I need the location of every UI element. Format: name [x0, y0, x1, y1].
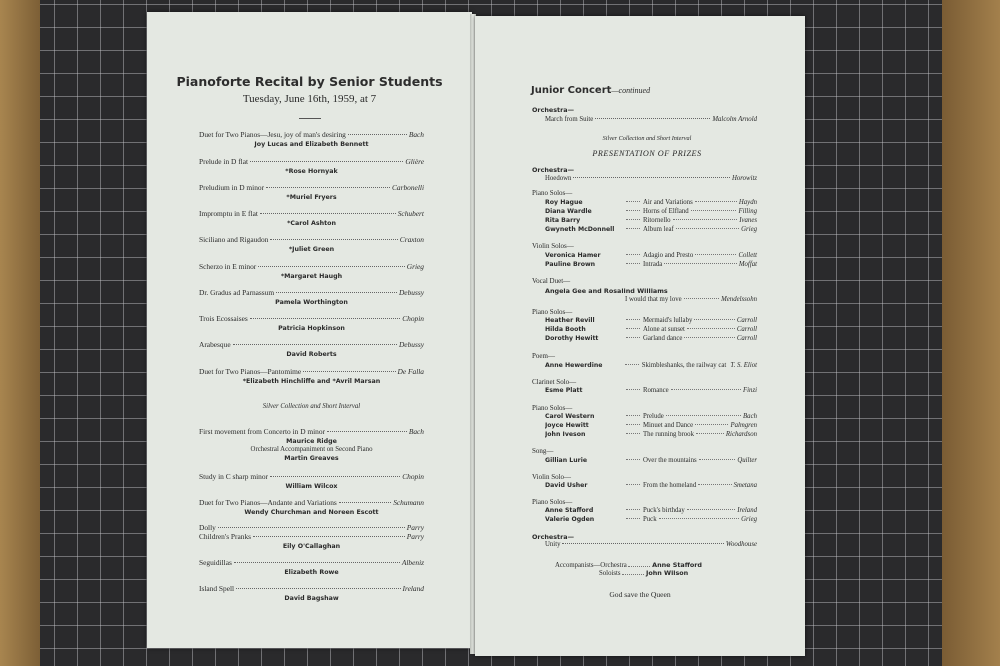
list-item: David Usher From the homeland Smetana [545, 482, 757, 489]
programme-item: Seguidillas Albeniz [199, 558, 424, 567]
list-item: I would that my love Mendelssohn [625, 296, 757, 303]
list-item: Carol Western Prelude Bach [545, 413, 757, 420]
section-heading: Piano Solos— [532, 189, 573, 197]
programme-item: Children's Pranks Parry [199, 532, 424, 541]
section-heading: Vocal Duet— [532, 277, 571, 285]
right-programme-page [475, 16, 805, 656]
section-heading: Piano Solos— [532, 498, 573, 506]
performers: David Bagshaw [284, 595, 339, 602]
section-heading: Violin Solo— [532, 473, 572, 481]
recital-date: Tuesday, June 16th, 1959, at 7 [242, 93, 377, 105]
section-heading: Song— [532, 447, 554, 455]
list-item: Heather Revill Mermaid's lullaby Carroll [545, 317, 757, 324]
programme-item: Duet for Two Pianos—Andante and Variations Schumann [199, 498, 424, 507]
performers: *Carol Ashton [287, 220, 336, 227]
section-heading: Piano Solos— [532, 308, 573, 316]
list-item: Roy Hague Air and Variations Haydn [545, 199, 757, 206]
performers: David Roberts [286, 351, 337, 358]
list-item: Joyce Hewitt Minuet and Dance Palmgren [545, 422, 757, 429]
list-item: John Iveson The running brook Richardson [545, 431, 757, 438]
list-item: Diana Wardle Horns of Elfland Filling [545, 208, 757, 215]
programme-item: March from Suite Malcolm Arnold [545, 116, 757, 123]
performers: Patricia Hopkinson [278, 325, 345, 332]
list-item: Rita Barry Ritornello Ivanes [545, 217, 757, 224]
programme-item: Unity Woodhouse [545, 541, 757, 548]
accompanists-label: Accompanists—Orchestra Anne Stafford [555, 561, 703, 569]
list-item: Pauline Brown Intrada Moffat [545, 261, 757, 268]
list-item: Esme Platt Romance Finzi [545, 387, 757, 394]
performers: Joy Lucas and Elizabeth Bennett [254, 141, 369, 148]
section-heading: Piano Solos— [532, 404, 573, 412]
programme-item: Hoedown Horowitz [545, 175, 757, 182]
list-item: Gwyneth McDonnell Album leaf Grieg [545, 226, 757, 233]
performers: *Rose Hornyak [285, 168, 338, 175]
programme-item: Trois Ecossaises Chopin [199, 314, 424, 323]
closing-anthem: God save the Queen [609, 590, 671, 599]
performers: Martin Greaves [284, 455, 339, 462]
performers: William Wilcox [285, 483, 338, 490]
programme-item: Scherzo in E minor Grieg [199, 262, 424, 271]
performers: *Margaret Haugh [280, 273, 343, 280]
performers: Maurice Ridge [286, 438, 337, 445]
wooden-table-right [942, 0, 1000, 666]
left-programme-page [147, 12, 472, 648]
interval-note: Silver Collection and Short Interval [262, 403, 361, 410]
performers: *Juliet Green [288, 246, 335, 253]
interval-note: Silver Collection and Short Interval [602, 135, 692, 142]
list-item: Anne Stafford Puck's birthday Ireland [545, 507, 757, 514]
list-item: Valerie Ogden Puck Grieg [545, 516, 757, 523]
prizes-heading: PRESENTATION OF PRIZES [592, 149, 702, 158]
programme-item: Prelude in D flat Glière [199, 157, 424, 166]
performers: Angela Gee and Rosalind Williams [545, 287, 668, 295]
programme-item: Duet for Two Pianos—Jesu, joy of man's desiring Bach [199, 130, 424, 139]
programme-item: Arabesque Debussy [199, 340, 424, 349]
section-heading: Orchestra— [532, 106, 574, 114]
section-heading: Poem— [532, 352, 555, 360]
performers: Wendy Churchman and Noreen Escott [244, 509, 379, 516]
list-item: Gillian Lurie Over the mountains Quilter [545, 457, 757, 464]
programme-item: First movement from Concerto in D minor Bach [199, 427, 424, 436]
junior-concert-title: Junior Concert—continued [531, 85, 651, 96]
programme-item: Island Spell Ireland [199, 584, 424, 593]
soloists-label: Soloists John Wilson [599, 569, 689, 577]
programme-item: Duet for Two Pianos—Pantomime De Falla [199, 367, 424, 376]
programme-item: Siciliano and Rigaudon Craxton [199, 235, 424, 244]
list-item: Dorothy Hewitt Garland dance Carroll [545, 335, 757, 342]
title-rule [299, 118, 321, 119]
programme-item: Study in C sharp minor Chopin [199, 472, 424, 481]
programme-item: Preludium in D minor Carbonelli [199, 183, 424, 192]
performers: *Elizabeth Hinchliffe and *Avril Marsan [242, 378, 381, 385]
programme-item: Dr. Gradus ad Parnassum Debussy [199, 288, 424, 297]
list-item: Anne Hewerdine Skimbleshanks, the railway cat T. S. Eliot [545, 362, 757, 369]
section-heading: Orchestra— [532, 533, 574, 541]
programme-item: Dolly Parry [199, 523, 424, 532]
section-heading: Violin Solos— [532, 242, 574, 250]
performers: Elizabeth Rowe [284, 569, 339, 576]
accompaniment-note: Orchestral Accompaniment on Second Piano [250, 446, 373, 453]
performers: Pamela Worthington [275, 299, 348, 306]
list-item: Hilda Booth Alone at sunset Carroll [545, 326, 757, 333]
section-heading: Orchestra— [532, 166, 574, 174]
performers: *Muriel Fryers [286, 194, 337, 201]
programme-item: Impromptu in E flat Schubert [199, 209, 424, 218]
section-heading: Clarinet Solo— [532, 378, 577, 386]
performers: Eily O'Callaghan [282, 543, 341, 550]
list-item: Veronica Hamer Adagio and Presto Collett [545, 252, 757, 259]
recital-title: Pianoforte Recital by Senior Students [176, 74, 443, 89]
wooden-table-left [0, 0, 40, 666]
